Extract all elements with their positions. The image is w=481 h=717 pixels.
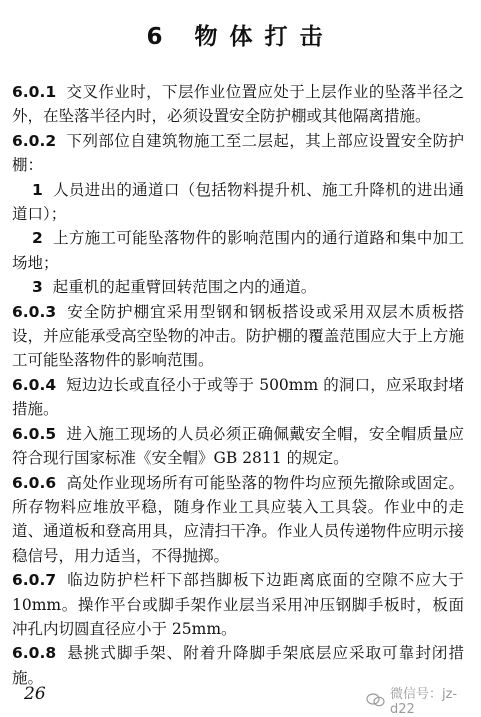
item-number: 1 — [32, 180, 43, 199]
clause-text: 高处作业现场所有可能坠落的物件均应预先撤除或固定。所存物料应堆放平稳，随身作业工具应装入工具袋。作业中的走道、通道板和登高用具，应清扫干净。作业人员传递物件应明示接稳信号，用力适当，不得抛掷。 — [12, 473, 464, 565]
watermark — [366, 683, 481, 717]
clause-item — [12, 226, 464, 275]
item-text: 上方施工可能坠落物件的影响范围内的通行道路和集中加工场地； — [12, 229, 464, 272]
item-number: 2 — [32, 229, 43, 248]
clause-text: 短边边长或直径小于或等于 500mm 的洞口，应采取封堵措施。 — [12, 375, 464, 419]
item-text: 起重机的起重臂回转范围之内的通道。 — [52, 278, 317, 297]
clause-item — [12, 275, 464, 299]
clause-number: 6.0.5 — [12, 424, 57, 443]
clause — [12, 422, 464, 471]
section-title: 6 物体打击 — [146, 24, 335, 50]
item-text: 人员进出的通道口（包括物料提升机、施工升降机的进出通道口）； — [12, 180, 464, 224]
clause — [12, 129, 464, 178]
clause-number: 6.0.7 — [12, 571, 57, 590]
clause-item — [12, 178, 464, 227]
item-number: 3 — [32, 278, 43, 297]
clause-number: 6.0.2 — [12, 131, 57, 150]
clause-list — [12, 80, 464, 690]
clause-text: 进入施工现场的人员必须正确佩戴安全帽，安全帽质量应符合现行国家标准《安全帽》GB 2811 的规定。 — [12, 424, 464, 468]
clause — [12, 80, 464, 129]
watermark-text: 微信号：jz-d22 — [390, 687, 458, 717]
clause-number: 6.0.1 — [12, 83, 57, 101]
clause-number: 6.0.3 — [12, 302, 57, 321]
clause-number: 6.0.4 — [12, 375, 57, 394]
clause — [12, 300, 464, 373]
wechat-icon — [366, 693, 386, 707]
clause-text: 交叉作业时，下层作业位置应处于上层作业的坠落半径之外，在坠落半径内时，必须设置安全防护棚或其他隔离措施。 — [12, 83, 464, 126]
clause — [12, 471, 464, 569]
clause-text: 临边防护栏杆下部挡脚板下边距离底面的空隙不应大于 10mm。操作平台或脚手架作业层当采用冲压钢脚手板时，板面冲孔内切圆直径应小于 25mm。 — [12, 571, 464, 638]
clause — [12, 568, 464, 641]
clause-text: 下列部位自建筑物施工至二层起，其上部应设置安全防护棚： — [12, 131, 464, 175]
page-number: 26 — [24, 684, 46, 704]
clause-text: 安全防护棚宜采用型钢和钢板搭设或采用双层木质板搭设，并应能承受高空坠物的冲击。防护棚的覆盖范围应大于上方施工可能坠落物件的影响范围。 — [12, 302, 464, 370]
clause — [12, 373, 464, 422]
clause-number: 6.0.8 — [12, 644, 57, 663]
clause-text: 悬挑式脚手架、附着升降脚手架底层应采取可靠封闭措施。 — [12, 644, 464, 687]
clause-number: 6.0.6 — [12, 473, 57, 492]
